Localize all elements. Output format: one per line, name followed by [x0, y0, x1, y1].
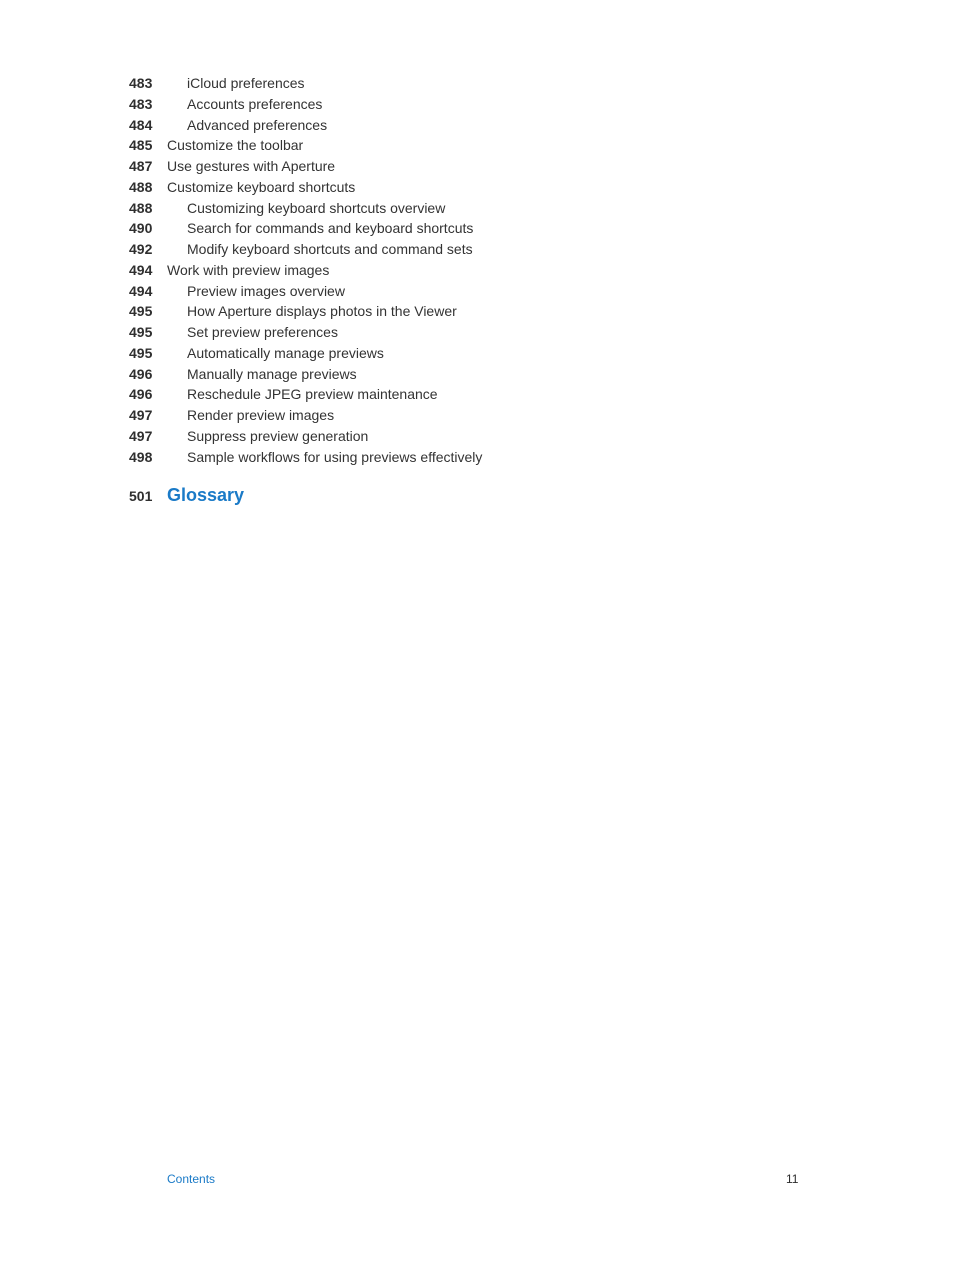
toc-page-number: 495 — [129, 344, 153, 361]
toc-entry[interactable] — [129, 364, 729, 385]
toc-entry-title[interactable]: Reschedule JPEG preview maintenance — [187, 386, 438, 403]
toc-page-number: 495 — [129, 324, 153, 340]
toc-entry-title[interactable]: Customize keyboard shortcuts — [167, 178, 356, 195]
toc-entry[interactable] — [129, 73, 729, 94]
toc-entry[interactable] — [129, 281, 729, 302]
toc-page-number: 497 — [129, 407, 153, 423]
toc-page-number: 488 — [129, 178, 153, 195]
toc-entry-title[interactable]: Set preview preferences — [187, 324, 338, 340]
toc-entry-title[interactable]: How Aperture displays photos in the Viewer — [187, 303, 457, 320]
toc-entry-title[interactable]: Modify keyboard shortcuts and command sets — [187, 241, 473, 257]
toc-entry-title[interactable]: Manually manage previews — [187, 365, 357, 382]
toc-entry-title[interactable]: Customize the toolbar — [167, 137, 304, 154]
toc-page-number: 496 — [129, 386, 153, 403]
toc-chapter-glossary[interactable] — [129, 482, 529, 508]
toc-entry[interactable] — [129, 218, 729, 239]
toc-page-number: 483 — [129, 95, 153, 112]
toc-entry[interactable] — [129, 343, 729, 364]
toc-entry[interactable] — [129, 426, 729, 447]
toc-page-number: 490 — [129, 220, 153, 237]
toc-entry-title[interactable]: Accounts preferences — [187, 95, 323, 112]
footer-section-link[interactable]: Contents — [167, 1172, 216, 1186]
toc-page-number: 494 — [129, 282, 153, 299]
toc-entry[interactable] — [129, 405, 729, 426]
toc-page-number: 485 — [129, 137, 153, 154]
toc-page-number: 497 — [129, 427, 153, 444]
toc-page-number: 492 — [129, 241, 153, 257]
toc-entry[interactable] — [129, 239, 729, 260]
toc-page-number: 484 — [129, 116, 153, 133]
toc-page-number: 494 — [129, 261, 153, 278]
footer-page-number: 11 — [786, 1172, 799, 1186]
toc-entry-title[interactable]: Preview images overview — [187, 282, 345, 299]
toc-page-number: 488 — [129, 199, 153, 216]
toc-entry[interactable] — [129, 135, 729, 156]
toc-entry[interactable] — [129, 198, 729, 219]
toc-page-number: 501 — [129, 488, 153, 504]
toc-entry[interactable] — [129, 301, 729, 322]
toc-entry-title[interactable]: Work with preview images — [167, 261, 330, 278]
toc-entry-title[interactable]: Automatically manage previews — [187, 344, 384, 361]
toc-entry-title[interactable]: Customizing keyboard shortcuts overview — [187, 199, 446, 216]
toc-entry[interactable] — [129, 177, 729, 198]
toc-entry-title[interactable]: Search for commands and keyboard shortcuts — [187, 220, 474, 237]
toc-page-number: 498 — [129, 448, 153, 465]
toc-entry[interactable] — [129, 260, 729, 281]
toc-entry[interactable] — [129, 115, 729, 136]
toc-page-number: 496 — [129, 365, 153, 382]
glossary-link[interactable]: Glossary — [167, 485, 245, 505]
toc-entry[interactable] — [129, 156, 729, 177]
toc-page-number: 495 — [129, 303, 153, 320]
toc-entry[interactable] — [129, 447, 729, 468]
toc-entry-title[interactable]: Sample workflows for using previews effectively — [187, 448, 483, 465]
toc-page-number: 487 — [129, 158, 153, 174]
toc-entry[interactable] — [129, 384, 729, 405]
toc-entry-title[interactable]: Render preview images — [187, 407, 335, 423]
table-of-contents — [129, 73, 729, 467]
toc-entry-title[interactable]: Advanced preferences — [187, 116, 328, 133]
toc-entry[interactable] — [129, 94, 729, 115]
toc-entry-title[interactable]: iCloud preferences — [187, 75, 305, 91]
toc-entry-list — [129, 73, 729, 467]
toc-entry-title[interactable]: Use gestures with Aperture — [167, 158, 336, 174]
toc-entry-title[interactable]: Suppress preview generation — [187, 427, 369, 444]
toc-page-number: 483 — [129, 75, 153, 91]
toc-entry[interactable] — [129, 322, 729, 343]
